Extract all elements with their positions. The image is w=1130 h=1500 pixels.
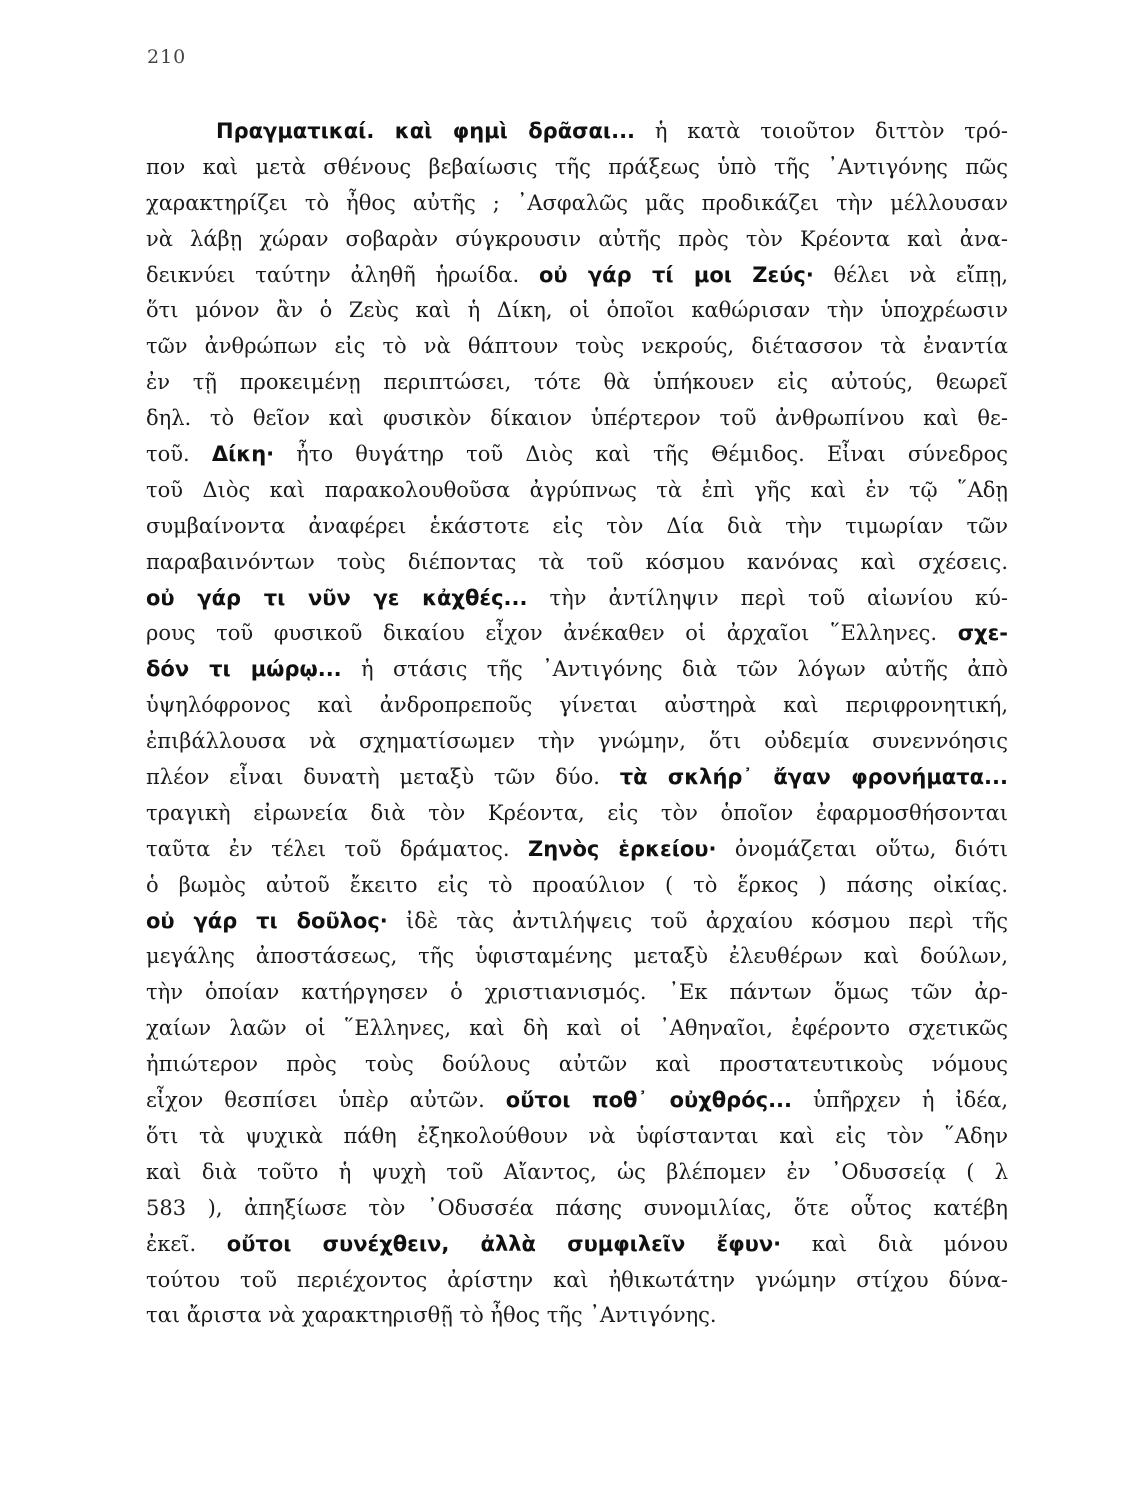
lemma-bold: σχε-: [957, 621, 1008, 646]
text-segment: τὴν ὁποίαν κατήργησεν ὁ χριστιανισμός. ᾽Εκ πάντων ὅμως τῶν ἀρ-: [146, 980, 1008, 1005]
text-line: [146, 114, 1008, 150]
page-number: 210: [147, 46, 187, 68]
text-line: [146, 293, 1008, 329]
text-line: [146, 652, 1008, 688]
text-segment: ὅτι τὰ ψυχικὰ πάθη ἐξηκολούθουν νὰ ὑφίστανται καὶ εἰς τὸν ῞Αδην: [146, 1123, 1008, 1148]
text-segment: ὑπῆρχεν ἡ ἰδέα,: [792, 1088, 1009, 1113]
text-line: [146, 724, 1008, 760]
text-segment: ὅτι μόνον ἂν ὁ Ζεὺς καὶ ἡ Δίκη, οἱ ὁποῖοι καθώρισαν τὴν ὑποχρέωσιν: [146, 298, 1008, 323]
text-segment: χαίων λαῶν οἱ ῞Ελληνες, καὶ δὴ καὶ οἱ ᾽Αθηναῖοι, ἐφέροντο σχετικῶς: [146, 1016, 1008, 1041]
text-line: [146, 616, 1008, 652]
lemma-bold: οὐ γάρ τι νῦν γε κἀχθές...: [146, 585, 528, 610]
text-line: [146, 365, 1008, 401]
lemma-bold: τὰ σκλήρ᾽ ἄγαν φρονήματα...: [619, 765, 1008, 790]
commentary-text: [146, 114, 1008, 1334]
text-segment: πλέον εἶναι δυνατὴ μεταξὺ τῶν δύο.: [146, 765, 620, 790]
text-line: [146, 1047, 1008, 1083]
text-line: [146, 1227, 1008, 1263]
text-line: [146, 1298, 1008, 1334]
text-line: [146, 688, 1008, 724]
text-line: [146, 868, 1008, 904]
text-segment: μεγάλης ἀποστάσεως, τῆς ὑφισταμένης μεταξὺ ἐλευθέρων καὶ δούλων,: [146, 944, 1008, 969]
text-segment: ἠπιώτερον πρὸς τοὺς δούλους αὐτῶν καὶ προστατευτικοὺς νόμους: [146, 1052, 1008, 1077]
text-segment: παραβαινόντων τοὺς διέποντας τὰ τοῦ κόσμου κανόνας καὶ σχέσεις.: [146, 549, 1008, 574]
lemma-bold: οὐ γάρ τί μοι Ζεύς·: [538, 262, 814, 287]
text-segment: πον καὶ μετὰ σθένους βεβαίωσις τῆς πράξεως ὑπὸ τῆς ᾽Αντιγόνης πῶς: [146, 154, 1008, 179]
text-line: [146, 150, 1008, 186]
lemma-bold: Πραγματικαί. καὶ φημὶ δρᾶσαι...: [216, 119, 636, 143]
text-segment: τοῦ.: [146, 442, 212, 467]
text-segment: θέλει νὰ εἴπῃ,: [813, 262, 1008, 287]
text-segment: ἐκεῖ.: [146, 1231, 227, 1256]
text-segment: ρους τοῦ φυσικοῦ δικαίου εἶχον ἀνέκαθεν οἱ ἀρχαῖοι ῞Ελληνες.: [146, 621, 958, 646]
text-segment: χαρακτηρίζει τὸ ἦθος αὐτῆς ; ᾽Ασφαλῶς μᾶς προδικάζει τὴν μέλλουσαν: [146, 190, 1008, 215]
text-segment: ἡ στάσις τῆς ᾽Αντιγόνης διὰ τῶν λόγων αὐτῆς ἀπὸ: [341, 657, 1008, 682]
lemma-bold: δόν τι μώρῳ...: [146, 657, 342, 682]
text-segment: ἦτο θυγάτηρ τοῦ Διὸς καὶ τῆς Θέμιδος. Εἶναι σύνεδρος: [274, 442, 1008, 467]
text-segment: ἡ κατὰ τοιοῦτον διττὸν τρό-: [635, 119, 1009, 143]
text-segment: ἐπιβάλλουσα νὰ σχηματίσωμεν τὴν γνώμην, ὅτι οὐδεμία συνεννόησις: [146, 729, 1008, 754]
text-segment: νὰ λάβῃ χώραν σοβαρὰν σύγκρουσιν αὐτῆς πρὸς τὸν Κρέοντα καὶ ἀνα-: [146, 226, 1008, 251]
text-line: [146, 1155, 1008, 1191]
lemma-bold: οὐ γάρ τι δοῦλος·: [146, 908, 388, 933]
text-line: [146, 581, 1008, 617]
text-line: [146, 832, 1008, 868]
text-segment: ἐν τῇ προκειμένῃ περιπτώσει, τότε θὰ ὑπήκουεν εἰς αὐτούς, θεωρεῖ: [146, 370, 1008, 395]
text-segment: καὶ διὰ μόνου: [781, 1231, 1009, 1256]
text-segment: τοῦ Διὸς καὶ παρακολουθοῦσα ἀγρύπνως τὰ ἐπὶ γῆς καὶ ἐν τῷ ῞Αδῃ: [146, 477, 1008, 502]
text-line: [146, 1011, 1008, 1047]
text-segment: εἶχον θεσπίσει ὑπὲρ αὐτῶν.: [146, 1088, 506, 1113]
text-segment: ται ἄριστα νὰ χαρακτηρισθῇ τὸ ἦθος τῆς ᾽Αντιγόνης.: [146, 1303, 717, 1328]
text-line: [146, 939, 1008, 975]
text-line: [146, 186, 1008, 222]
text-segment: τούτου τοῦ περιέχοντος ἀρίστην καὶ ἠθικωτάτην γνώμην στίχου δύνα-: [146, 1267, 1008, 1292]
text-segment: ἰδὲ τὰς ἀντιλήψεις τοῦ ἀρχαίου κόσμου περὶ τῆς: [387, 908, 1009, 933]
text-segment: ὀνομάζεται οὕτω, διότι: [716, 836, 1008, 861]
text-segment: συμβαίνοντα ἀναφέρει ἑκάστοτε εἰς τὸν Δία διὰ τὴν τιμωρίαν τῶν: [146, 513, 1008, 538]
text-segment: δηλ. τὸ θεῖον καὶ φυσικὸν δίκαιον ὑπέρτερον τοῦ ἀνθρωπίνου καὶ θε-: [146, 406, 1008, 431]
text-segment: τὴν ἀντίληψιν περὶ τοῦ αἰωνίου κύ-: [527, 585, 1008, 610]
text-line: [146, 1119, 1008, 1155]
text-line: [146, 329, 1008, 365]
text-line: [146, 1191, 1008, 1227]
text-line: [146, 760, 1008, 796]
text-line: [146, 222, 1008, 258]
text-line: [146, 796, 1008, 832]
text-line: [146, 975, 1008, 1011]
lemma-bold: οὔτοι ποθ᾽ οὐχθρός...: [505, 1088, 793, 1113]
lemma-bold: οὔτοι συνέχθειν, ἀλλὰ συμφιλεῖν ἔφυν·: [226, 1231, 782, 1256]
text-line: [146, 401, 1008, 437]
text-line: [146, 1083, 1008, 1119]
text-segment: 583 ), ἀπηξίωσε τὸν ᾽Οδυσσέα πάσης συνομιλίας, ὅτε οὗτος κατέβη: [146, 1195, 1008, 1220]
text-segment: καὶ διὰ τοῦτο ἡ ψυχὴ τοῦ Αἴαντος, ὡς βλέπομεν ἐν ᾽Οδυσσείᾳ ( λ: [146, 1159, 1008, 1184]
text-line: [146, 473, 1008, 509]
text-line: [146, 904, 1008, 940]
text-segment: ταῦτα ἐν τέλει τοῦ δράματος.: [146, 836, 528, 861]
lemma-bold: Δίκη·: [211, 442, 275, 467]
lemma-bold: Ζηνὸς ἑρκείου·: [527, 836, 717, 861]
text-segment: ὑψηλόφρονος καὶ ἀνδροπρεποῦς γίνεται αὐστηρὰ καὶ περιφρονητική,: [146, 693, 1008, 718]
text-segment: τῶν ἀνθρώπων εἰς τὸ νὰ θάπτουν τοὺς νεκρούς, διέτασσον τὰ ἐναντία: [146, 334, 1008, 359]
text-line: [146, 437, 1008, 473]
text-line: [146, 509, 1008, 545]
text-line: [146, 258, 1008, 294]
text-segment: τραγικὴ εἰρωνεία διὰ τὸν Κρέοντα, εἰς τὸν ὁποῖον ἐφαρμοσθήσονται: [146, 800, 1008, 825]
text-line: [146, 1263, 1008, 1299]
text-line: [146, 545, 1008, 581]
text-segment: ὁ βωμὸς αὐτοῦ ἔκειτο εἰς τὸ προαύλιον ( τὸ ἕρκος ) πάσης οἰκίας.: [146, 872, 1008, 897]
text-segment: δεικνύει ταύτην ἀληθῆ ἡρωίδα.: [146, 262, 539, 287]
